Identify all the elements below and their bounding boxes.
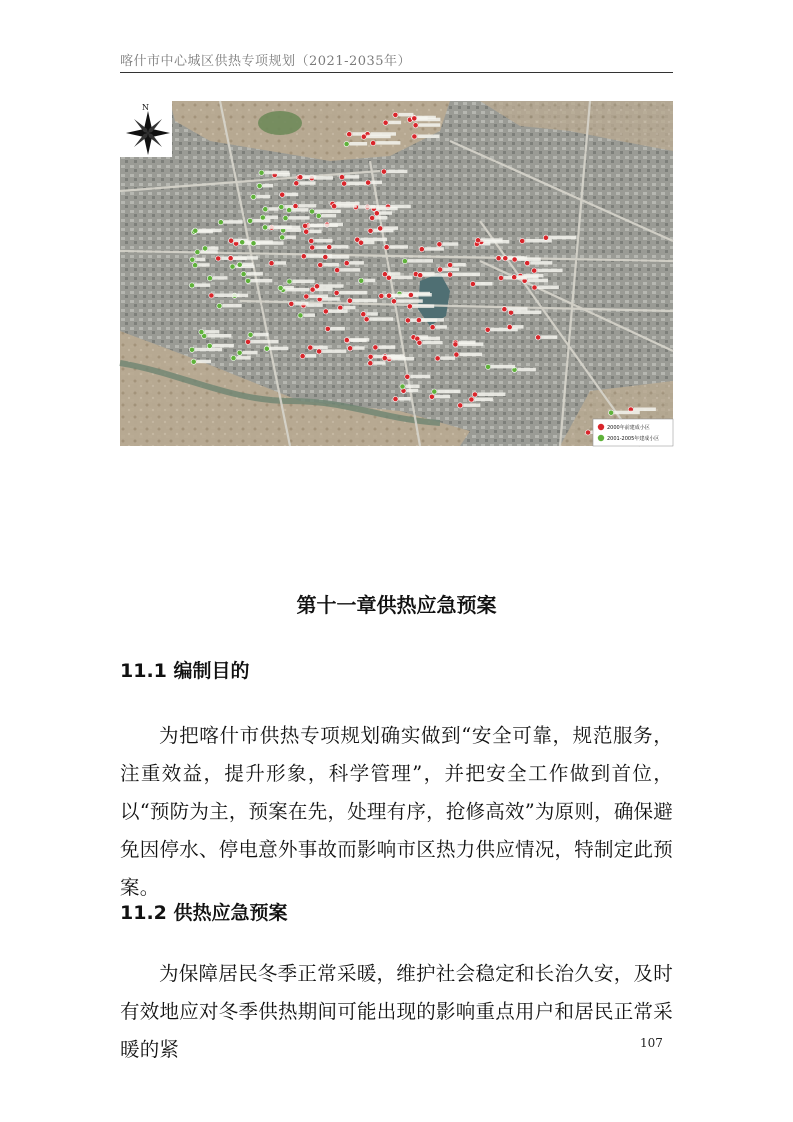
residential-marker [430,325,435,330]
marker-label-plate [453,273,480,277]
residential-marker [485,364,490,369]
marker-label-plate [419,123,441,127]
residential-marker [386,293,391,298]
residential-marker [382,356,387,361]
residential-marker [532,285,537,290]
marker-label-plate [373,361,385,365]
marker-label-plate [378,345,395,349]
residential-marker [209,293,214,298]
marker-label-plate [251,279,272,283]
marker-label-plate [289,216,310,220]
residential-marker [216,256,221,261]
marker-label-plate [459,353,482,357]
marker-label-plate [528,279,548,283]
marker-label-plate [417,116,427,120]
residential-marker [289,301,294,306]
marker-label-plate [247,272,263,276]
marker-label-plate [340,268,360,272]
marker-label-plate [208,246,218,250]
marker-label-plate [234,256,258,260]
residential-marker [536,335,541,340]
marker-label-plate [353,299,377,303]
residential-marker [304,229,309,234]
marker-label-plate [197,360,211,364]
residential-marker [393,396,398,401]
residential-marker [298,175,303,180]
marker-label-plate [328,255,349,259]
legend-swatch-red [598,424,604,430]
residential-marker [269,261,274,266]
residential-marker [412,116,417,121]
marker-label-plate [370,317,394,321]
satellite-map [120,101,673,446]
residential-marker [342,181,347,186]
marker-label-plate [213,344,234,348]
marker-label-plate [303,175,315,179]
marker-label-plate [204,330,219,334]
header-rule [120,72,673,73]
residential-marker [280,192,285,197]
residential-marker [310,245,315,250]
residential-marker [384,245,389,250]
marker-label-plate [437,390,460,394]
residential-marker [228,256,233,261]
residential-marker [309,238,314,243]
section-heading-11-1: 11.1 编制目的 [120,660,250,682]
legend-label-1: 2000年前建成小区 [607,425,650,431]
marker-label-plate [481,238,503,242]
residential-marker [373,345,378,350]
residential-marker [199,330,204,335]
marker-label-plate [347,182,366,186]
residential-marker [283,216,288,221]
marker-label-plate [198,229,221,233]
residential-marker [472,392,477,397]
residential-marker [470,281,475,286]
marker-label-plate [322,214,336,218]
residential-marker [585,430,590,435]
residential-marker [245,339,250,344]
residential-marker [304,294,309,299]
residential-marker [310,287,315,292]
marker-label-plate [323,263,339,267]
marker-label-plate [303,313,315,317]
residential-marker [393,112,398,117]
residential-marker [469,397,474,402]
marker-label-plate [294,302,308,306]
residential-marker [240,240,245,245]
marker-label-plate [383,226,398,230]
residential-marker [348,346,353,351]
marker-label-plate [458,342,483,346]
marker-label-plate [408,259,433,263]
residential-marker [368,228,373,233]
residential-marker [347,132,352,137]
marker-label-plate [195,283,210,287]
residential-marker [316,213,321,218]
residential-marker [402,259,407,264]
residential-marker [248,218,253,223]
residential-marker [405,374,410,379]
residential-marker [189,347,194,352]
marker-label-plate [243,263,253,267]
marker-label-plate [476,282,493,286]
marker-label-plate [222,304,241,308]
residential-marker [335,268,340,273]
residential-marker [508,310,513,315]
marker-label-plate [478,393,506,397]
residential-marker [609,410,614,415]
residential-marker [248,332,253,337]
residential-marker [347,298,352,303]
residential-marker [293,204,298,209]
residential-marker [191,359,196,364]
map-legend [593,419,673,446]
residential-marker [190,257,195,262]
marker-label-plate [343,306,355,310]
marker-label-plate [200,250,217,254]
residential-marker [532,268,537,273]
residential-marker [378,226,383,231]
marker-label-plate [284,286,294,290]
residential-marker [525,261,530,266]
residential-marker [339,175,344,180]
residential-marker [520,238,525,243]
marker-label-plate [436,325,447,329]
marker-label-plate [350,261,364,265]
residential-marker [512,275,517,280]
marker-label-plate [315,176,333,180]
marker-label-plate [309,295,328,299]
residential-marker [429,394,434,399]
marker-label-plate [198,263,210,267]
residential-marker [323,309,328,314]
residential-marker [300,354,305,359]
marker-label-plate [463,403,480,407]
marker-label-plate [406,385,420,389]
residential-marker [327,245,332,250]
residential-marker [358,240,363,245]
residential-marker [498,275,503,280]
residential-marker [207,276,212,281]
residential-marker [303,223,308,228]
residential-marker [278,285,283,290]
residential-marker [237,262,242,267]
marker-label-plate [366,312,378,316]
marker-label-plate [292,208,308,212]
marker-label-plate [214,294,239,298]
marker-label-plate [285,235,296,239]
marker-label-plate [420,337,440,341]
marker-label-plate [299,181,315,185]
marker-label-plate [442,242,458,246]
marker-label-plate [275,261,287,265]
marker-label-plate [207,334,231,338]
marker-label-plate [397,299,423,303]
residential-marker [298,313,303,318]
residential-marker [407,304,412,309]
marker-label-plate [474,398,493,402]
marker-label-plate [251,340,279,344]
marker-label-plate [263,184,274,188]
marker-label-plate [254,333,269,337]
residential-marker [259,170,264,175]
legend-label-2: 2001-2005年建成小区 [607,436,660,442]
marker-label-plate [441,356,456,360]
marker-label-plate [398,113,413,117]
marker-label-plate [371,181,382,185]
marker-label-plate [513,325,524,329]
residential-marker [287,208,292,213]
marker-label-plate [307,303,323,307]
marker-label-plate [320,284,344,288]
residential-marker [418,273,423,278]
residential-marker [432,389,437,394]
marker-label-plate [518,258,541,262]
marker-label-plate [443,268,459,272]
residential-marker [314,284,319,289]
residential-marker [334,290,339,295]
residential-marker [368,361,373,366]
marker-label-plate [517,275,538,279]
marker-label-plate [337,204,357,208]
marker-label-plate [387,170,408,174]
marker-label-plate [410,375,430,379]
marker-label-plate [407,389,419,393]
residential-marker [317,349,322,354]
residential-marker [502,307,507,312]
marker-label-plate [306,354,317,358]
residential-marker [413,123,418,128]
marker-label-plate [224,220,243,224]
marker-label-plate [453,263,466,267]
chapter-title: 第十一章供热应急预案 [296,593,497,617]
marker-label-plate [350,338,370,342]
marker-label-plate [353,346,365,350]
section-heading-11-2: 11.2 供热应急预案 [120,902,288,924]
residential-marker [364,317,369,322]
marker-label-plate [350,142,368,146]
residential-marker [391,299,396,304]
residential-marker [371,141,376,146]
residential-marker [260,215,265,220]
residential-marker [308,345,313,350]
residential-marker [485,327,490,332]
running-header: 喀什市中心城区供热专项规划（2021-2035年） [120,54,412,69]
residential-marker [280,235,285,240]
residential-marker [503,256,508,261]
residential-marker [408,292,413,297]
page-number: 107 [640,1036,663,1050]
residential-marker [287,279,292,284]
residential-marker [251,194,256,199]
marker-label-plate [213,276,228,280]
marker-label-plate [530,261,552,265]
residential-marker [218,220,223,225]
marker-label-plate [388,356,405,360]
residential-marker [245,278,250,283]
residential-marker [318,262,323,267]
residential-marker [453,342,458,347]
marker-label-plate [614,411,640,415]
residential-marker [301,254,306,259]
residential-marker [279,204,284,209]
residential-marker [370,215,375,220]
legend-swatch-green [598,435,604,441]
residential-marker [543,235,548,240]
residential-marker [263,207,268,212]
residential-marker [366,180,371,185]
marker-label-plate [331,327,345,331]
residential-marker [237,350,242,355]
marker-label-plate [390,245,408,249]
residential-marker [400,384,405,389]
residential-marker [374,211,379,216]
marker-label-plate [292,280,314,284]
residential-marker [447,272,452,277]
marker-label-plate [422,318,444,322]
marker-label-plate [541,335,557,339]
marker-label-plate [423,273,448,277]
residential-marker [323,255,328,260]
residential-marker [383,120,388,125]
residential-marker [361,134,366,139]
residential-marker [361,312,366,317]
residential-marker [368,354,373,359]
marker-label-plate [549,236,577,240]
residential-marker [405,318,410,323]
residential-marker [193,263,198,268]
residential-marker [438,267,443,272]
marker-label-plate [367,135,391,139]
marker-label-plate [270,347,289,351]
marker-label-plate [285,193,298,197]
marker-label-plate [308,224,323,228]
marker-label-plate [399,397,411,401]
residential-marker [264,346,269,351]
marker-label-plate [538,286,559,290]
marker-label-plate [380,211,392,215]
residential-marker [294,181,299,186]
marker-label-plate [256,195,270,199]
residential-marker [359,278,364,283]
residential-marker [203,246,208,251]
residential-map-figure [120,101,673,446]
residential-marker [512,257,517,262]
residential-marker [251,241,256,246]
residential-marker [507,325,512,330]
marker-label-plate [375,216,387,220]
residential-marker [416,318,421,323]
residential-marker [207,343,212,348]
marker-label-plate [345,175,359,179]
marker-label-plate [388,272,400,276]
residential-marker [332,204,337,209]
residential-marker [419,247,424,252]
marker-label-plate [268,225,292,229]
residential-marker [309,209,314,214]
section-11-2-paragraph: 为保障居民冬季正常采暖，维护社会稳定和长治久安，及时有效地应对冬季供热期间可能出现的影响重点用户和居民正常采暖的紧 [120,962,673,1061]
marker-label-plate [329,309,348,313]
residential-marker [437,242,442,247]
residential-marker [448,262,453,267]
marker-label-plate [360,238,387,242]
marker-label-plate [518,368,536,372]
marker-label-plate [340,291,367,295]
marker-label-plate [537,269,562,273]
residential-marker [195,250,200,255]
residential-marker [230,264,235,269]
marker-label-plate [514,311,541,315]
marker-label-plate [414,293,432,297]
marker-label-plate [257,241,284,245]
residential-marker [189,283,194,288]
marker-label-plate [389,121,402,125]
marker-label-plate [322,349,346,353]
residential-marker [382,272,387,277]
residential-marker [344,338,349,343]
marker-label-plate [425,247,444,251]
marker-label-plate [266,216,278,220]
residential-marker [475,238,480,243]
residential-marker [217,303,222,308]
residential-marker [193,228,198,233]
marker-label-plate [376,141,400,145]
residential-marker [229,238,234,243]
residential-marker [412,134,417,139]
marker-label-plate [237,356,251,360]
marker-label-plate [634,408,656,412]
residential-marker [241,272,246,277]
north-label: N [142,103,149,112]
marker-label-plate [507,307,527,311]
marker-label-plate [314,239,332,243]
residential-marker [417,340,422,345]
marker-label-plate [364,279,375,283]
marker-label-plate [392,276,413,280]
residential-marker [263,225,268,230]
marker-label-plate [491,365,515,369]
marker-label-plate [422,341,442,345]
residential-marker [379,293,384,298]
residential-marker [496,256,501,261]
section-11-1-paragraph: 为把喀什市供热专项规划确实做到“安全可靠，规范服务，注重效益，提升形象，科学管理”，并把安全工作做到首位，以“预防为主，预案在先，处理有序，抢修高效”为原则，确保避免因停水、停电意外事故而影响市区热力供应情况，特制定此预案。 [120,724,673,899]
marker-label-plate [364,241,374,245]
residential-marker [344,261,349,266]
marker-label-plate [417,135,439,139]
marker-label-plate [413,304,434,308]
residential-marker [381,169,386,174]
residential-marker [458,403,463,408]
marker-label-plate [195,258,205,262]
residential-marker [231,356,236,361]
marker-label-plate [309,230,321,234]
marker-label-plate [313,346,328,350]
marker-label-plate [268,207,278,211]
marker-label-plate [435,395,450,399]
marker-label-plate [315,210,341,214]
marker-label-plate [299,204,317,208]
residential-marker [257,183,262,188]
residential-marker [325,326,330,331]
marker-label-plate [332,245,348,249]
marker-label-plate [359,205,375,209]
marker-label-plate [243,351,258,355]
residential-marker [435,356,440,361]
residential-marker [344,141,349,146]
marker-label-plate [265,171,290,175]
